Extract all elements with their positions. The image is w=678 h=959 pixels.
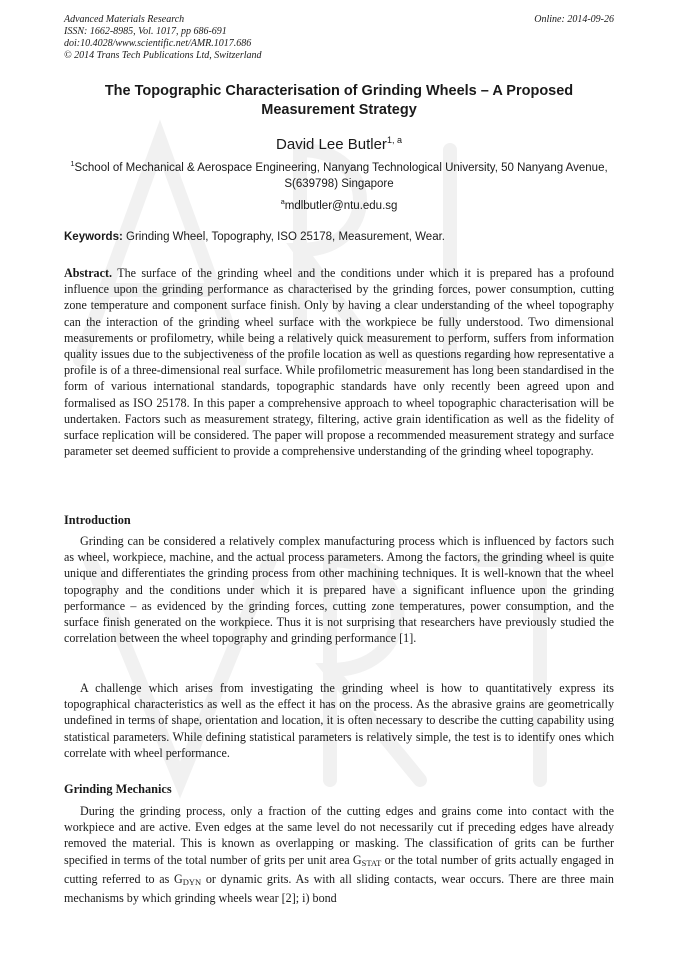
author-superscript: 1, a (386, 135, 402, 145)
affiliation-text: School of Mechanical & Aerospace Engineering, Nanyang Technological University, 50 Nanyang Avenue, S(639798) Singapore (74, 161, 608, 190)
paper-title: The Topographic Characterisation of Grinding Wheels – A Proposed Measurement Strategy (104, 83, 574, 118)
affiliation (64, 156, 614, 192)
publication-info (64, 14, 262, 62)
grinding-mechanics-heading: Grinding Mechanics (64, 782, 172, 796)
author-name: David Lee Butler (276, 136, 387, 153)
mechanics-text-a: During the grinding process, only a fraction of the cutting edges and grains come into contact with the workpiece and are active. Even edges at the same level do not necessarily cut if preceding edges have already removed the material. This is known as overlapping or masking. The classification of grits can be further specified in terms of the total number of grits per unit area G (64, 804, 614, 867)
abstract-label: Abstract. (64, 266, 113, 280)
mechanics-text-b: or the total number of grits actually engaged in cutting referred to as G (64, 852, 614, 886)
issn-line: ISSN: 1662-8985, Vol. 1017, pp 686-691 (64, 26, 227, 37)
online-date: Online: 2014-09-26 (534, 14, 614, 25)
mechanics-text-c: or dynamic grits. As with all sliding contacts, wear occurs. There are three main mechanisms by which grinding wheels wear [2]; i) bond (64, 871, 614, 906)
keywords (64, 230, 614, 245)
gdyn-subscript: DYN (182, 876, 202, 887)
abstract (64, 265, 614, 459)
introduction-paragraph-1: Grinding can be considered a relatively complex manufacturing process which is influenced by factors such as wheel, workpiece, machine, and the actual process parameters. Among the factors, the grinding wheel is quite unique and differentiates the grinding process from other machining techniques. It is well-known that the wheel topography and the conditions under which it is prepared have a significant influence upon the grinding performance – as evidenced by the grinding forces, cutting zone temperatures, power consumption, and the surface finish generated on the workpiece. Thus it is not surprising that researchers have previously studied the correlation between the wheel topography and grinding performance [1]. (64, 534, 614, 646)
keywords-label: Keywords: (64, 231, 123, 243)
email-line (64, 194, 614, 214)
introduction-heading: Introduction (64, 513, 131, 527)
journal-name: Advanced Materials Research (64, 14, 185, 25)
affiliation-superscript: 1 (70, 159, 75, 168)
copyright-line: © 2014 Trans Tech Publications Ltd, Switzerland (64, 50, 262, 61)
email-superscript: a (280, 197, 285, 206)
introduction-paragraph-2: A challenge which arises from investigating the grinding wheel is how to quantitatively express its topographical characteristics as well as the effect it has on the process. As the abrasive grains are geometrically undefined in terms of shape, orientation and location, it is often necessary to describe the cutting capability using statistical parameters. While defining statistical parameters is relatively simple, the test is to identify ones which correlate with wheel performance. (64, 681, 614, 760)
gstat-subscript: STAT (361, 857, 382, 868)
author-line (64, 131, 614, 154)
doi-line: doi:10.4028/www.scientific.net/AMR.1017.686 (64, 38, 252, 49)
keywords-text: Grinding Wheel, Topography, ISO 25178, Measurement, Wear. (126, 231, 445, 243)
abstract-text: The surface of the grinding wheel and the conditions under which it is prepared has a profound influence upon the grinding performance as characterised by the grinding forces, power consumption, cutting zone temperature and component surface finish. Only by having a clear understanding of the wheel topography can the interaction of the grinding wheel surface with the workpiece be fully understood. Two dimensional measurements or profilometry, while being a relatively quick measurement to perform, suffers from information quality issues due to the subjectiveness of the profile location as well as questions regarding how representative a profile is of a three-dimensional real surface. While profilometric measurement has long been standardised in the form of various international standards, topographic standards have only recently been agreed upon and formalised as ISO 25178. In this paper a comprehensive approach to wheel topographic characterisation will be undertaken. Factors such as measurement strategy, filtering, active grain identification as well as the fidelity of surface replication will be considered. The paper will propose a recommended measurement strategy and surface parameter set deemed sufficient to provide a comprehensive understanding of the grinding wheel topography. (64, 266, 615, 459)
author-email[interactable]: mdlbutler@ntu.edu.sg (284, 199, 398, 212)
grinding-mechanics-paragraph (64, 803, 614, 906)
